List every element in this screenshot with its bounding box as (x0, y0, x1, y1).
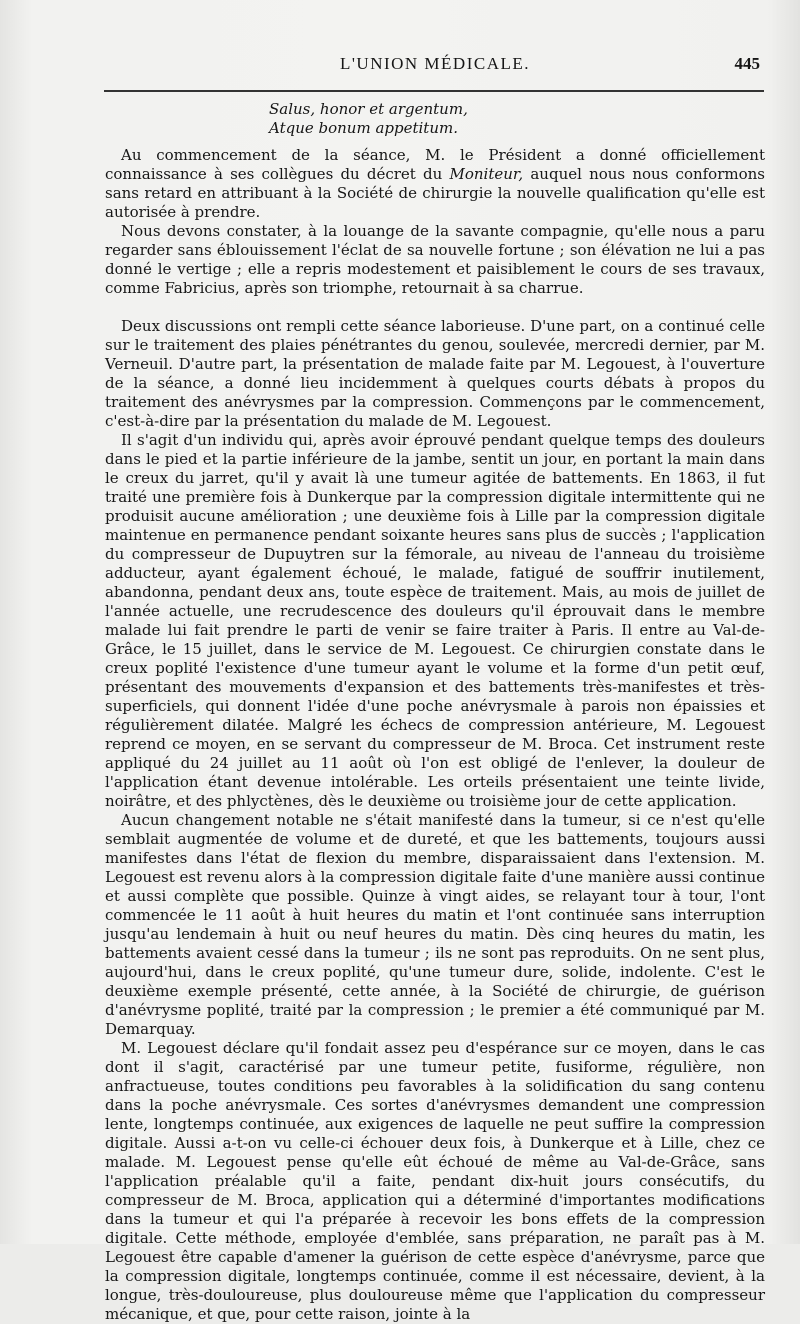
paragraph-1-text-b: auquel nous nous conformons sans retard en attribuant à la Société de chirurgie la nouvelle qualification qu'elle est autorisée à prendre. (105, 165, 765, 221)
page-header (100, 46, 770, 80)
epigraph-line-2: Atque bonum appetitum. (269, 119, 458, 137)
moniteur-italic: Moniteur, (449, 165, 524, 183)
epigraph (105, 100, 765, 138)
article-body (105, 100, 765, 1324)
paragraph-5: Aucun changement notable ne s'était manifesté dans la tumeur, si ce n'est qu'elle semblait augmentée de volume et de dureté, et que les battements, toujours aussi manifestes dans l'état de flexion du membre, disparaissaient dans l'extension. M. Legouest est revenu alors à la compression digitale faite d'une manière aussi continue et aussi complète que possible. Quinze à vingt aides, se relayant tour à tour, l'ont commencée le 11 août à huit heures du matin et l'ont continuée sans interruption jusqu'au lendemain à huit ou neuf heures du matin. Dès cinq heures du matin, les battements avaient cessé dans la tumeur ; ils ne sont pas reproduits. On ne sent plus, aujourd'hui, dans le creux poplité, qu'une tumeur dure, solide, indolente. C'est le deuxième exemple présenté, cette année, à la Société de chirurgie, de guérison d'anévrysme poplité, traité par la compression ; le premier a été communiqué par M. Demarquay. (105, 811, 765, 1038)
paragraph-3: Deux discussions ont rempli cette séance laborieuse. D'une part, on a continué celle sur le traitement des plaies pénétrantes du genou, soulevée, mercredi dernier, par M. Verneuil. D'autre part, la présentation de malade faite par M. Legouest, à l'ouverture de la séance, a donné lieu incidemment à quelques courts débats à propos du traitement des anévrysmes par la compression. Commençons par le commencement, c'est-à-dire par la présentation du malade de M. Legouest. (105, 317, 765, 430)
paragraph-1 (105, 146, 765, 222)
paragraph-1-text-a: Au commencement de la séance, M. le Président a donné officiellement connaissance à ses collègues du décret du (105, 146, 765, 183)
header-rule (104, 90, 764, 92)
paragraph-2: Nous devons constater, à la louange de la savante compagnie, qu'elle nous a paru regarder sans éblouissement l'éclat de sa nouvelle fortune ; son élévation ne lui a pas donné le vertige ; elle a repris modestement et paisiblement le cours de ses travaux, comme Fabricius, après son triomphe, retournait à sa charrue. (105, 222, 765, 297)
running-title: L'UNION MÉDICALE. (339, 54, 531, 73)
paragraph-4: Il s'agit d'un individu qui, après avoir éprouvé pendant quelque temps des douleurs dans le pied et la partie inférieure de la jambe, sentit un jour, en portant la main dans le creux du jarret, qu'il y avait là une tumeur agitée de battements. En 1863, il fut traité une première fois à Dunkerque par la compression digitale intermittente qui ne produisit aucune amélioration ; une deuxième fois à Lille par la compression digitale maintenue en permanence pendant soixante heures sans plus de succès ; l'application du compresseur de Dupuytren sur la fémorale, au niveau de l'anneau du troisième adducteur, ayant également échoué, le malade, fatigué de souffrir inutilement, abandonna, pendant deux ans, toute espèce de traitement. Mais, au mois de juillet de l'année actuelle, une recrudescence des douleurs qu'il éprouvait dans le membre malade lui fait prendre le parti de venir se faire traiter à Paris. Il entre au Val-de-Grâce, le 15 juillet, dans le service de M. Legouest. Ce chirurgien constate dans le creux poplité l'existence d'une tumeur ayant le volume et la forme d'un petit œuf, présentant des mouvements d'expansion et des battements très-manifestes et très-superficiels, qui donnent l'idée d'une poche anévrysmale à parois non épaissies et régulièrement dilatée. Malgré les échecs de compression antérieure, M. Legouest reprend ce moyen, en se servant du compresseur de M. Broca. Cet instrument reste appliqué du 24 juillet au 11 août où l'on est obligé de l'enlever, la douleur de l'application étant devenue intolérable. Les orteils présentaient une teinte livide, noirâtre, et des phlyctènes, dès le deuxième ou troisième jour de cette application. (105, 431, 765, 810)
paragraph-6: M. Legouest déclare qu'il fondait assez peu d'espérance sur ce moyen, dans le cas dont il s'agit, caractérisé par une tumeur petite, fusiforme, régulière, non anfractueuse, toutes conditions peu favorables à la solidification du sang contenu dans la poche anévrysmale. Ces sortes d'anévrysmes demandent une compression lente, longtemps continuée, aux exigences de laquelle ne peut suffire la compression digitale. Aussi a-t-on vu celle-ci échouer deux fois, à Dunkerque et à Lille, chez ce malade. M. Legouest pense qu'elle eût échoué de même au Val-de-Grâce, sans l'application préalable qu'il a faite, pendant dix-huit jours consécutifs, du compresseur de M. Broca, application qui a déterminé d'importantes modifications dans la tumeur et qui l'a préparée à recevoir les bons effets de la compression digitale. Cette méthode, employée d'emblée, sans préparation, ne paraît pas à M. Legouest être capable d'amener la guérison de cette espèce d'anévrysme, parce que la compression digitale, longtemps continuée, comme il est nécessaire, devient, à la longue, très-douloureuse, plus douloureuse même que l'application du compresseur mécanique, et que, pour cette raison, jointe à la (105, 1039, 765, 1323)
epigraph-line-1: Salus, honor et argentum, (269, 100, 468, 118)
page-number: 445 (734, 54, 760, 73)
